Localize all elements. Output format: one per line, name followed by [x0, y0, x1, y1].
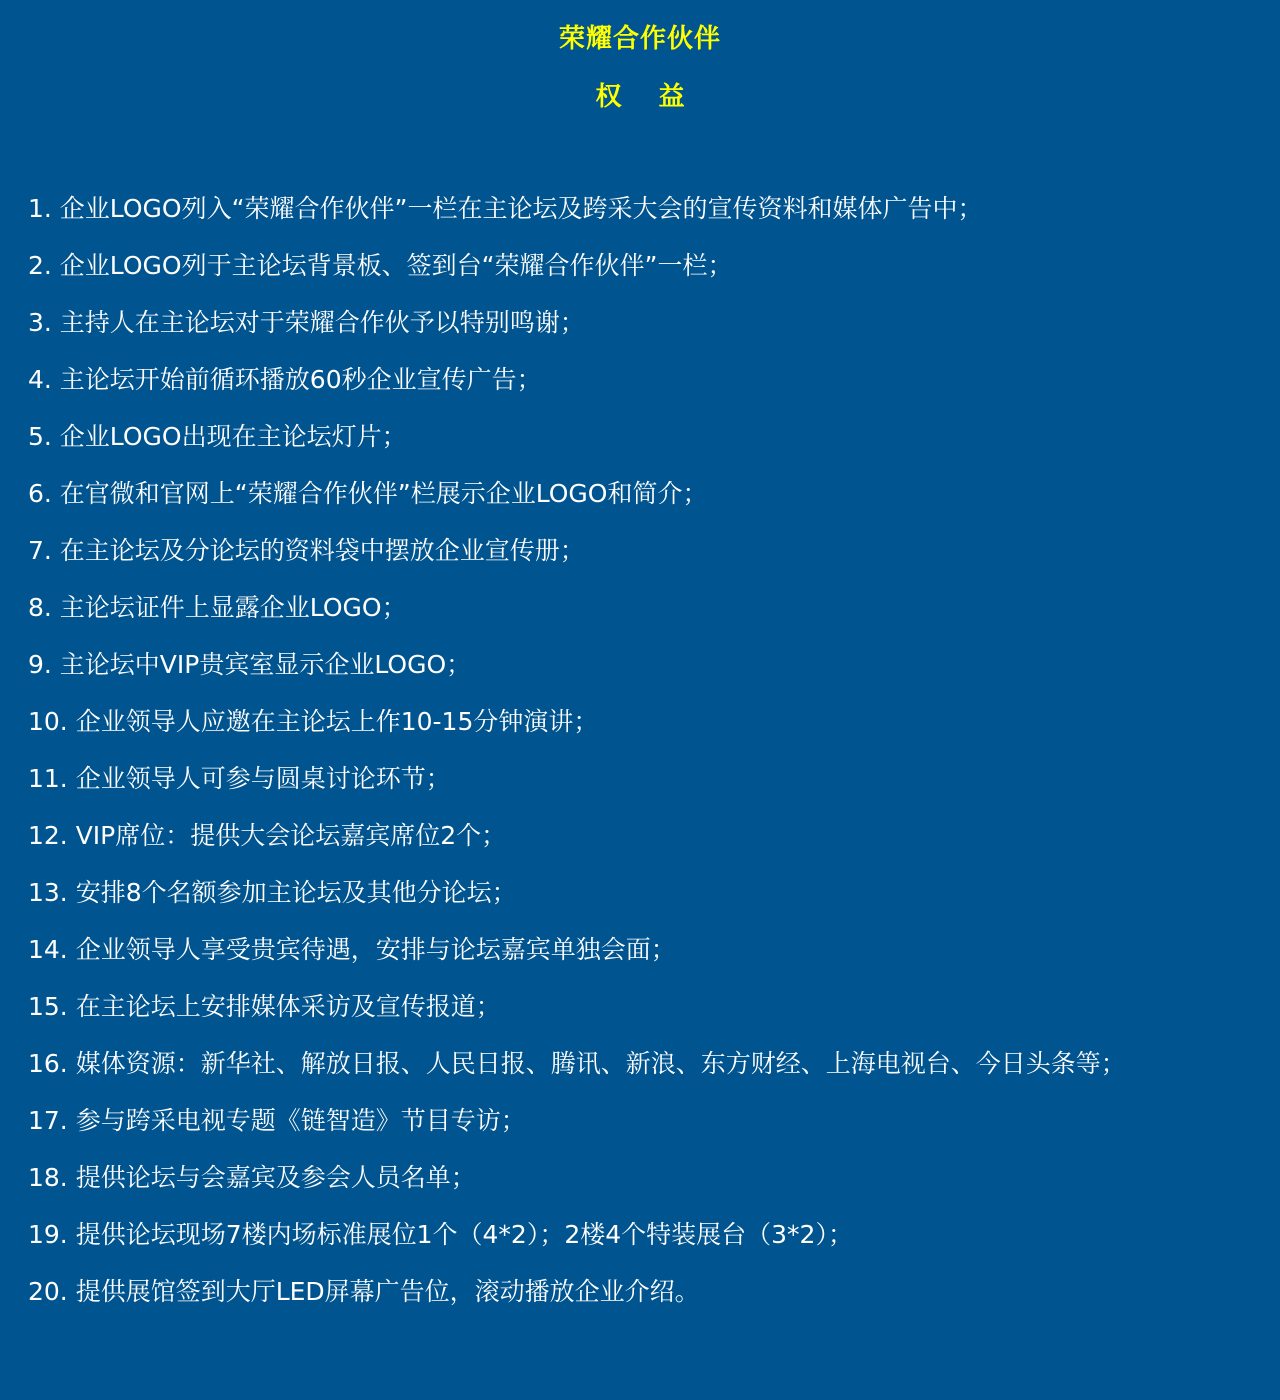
- benefit-item-3: 3. 主持人在主论坛对于荣耀合作伙予以特别鸣谢；: [28, 308, 585, 337]
- benefits-list: [28, 180, 1264, 1320]
- benefit-item-10: 10. 企业领导人应邀在主论坛上作10-15分钟演讲；: [28, 707, 599, 736]
- page-subtitle: 权 益: [595, 82, 699, 112]
- benefit-item-11: 11. 企业领导人可参与圆桌讨论环节；: [28, 764, 451, 793]
- benefit-item-18: 18. 提供论坛与会嘉宾及参会人员名单；: [28, 1163, 476, 1192]
- benefit-item-9: 9. 主论坛中VIP贵宾室显示企业LOGO；: [28, 650, 472, 679]
- benefit-item-12: 12. VIP席位：提供大会论坛嘉宾席位2个；: [28, 821, 507, 850]
- benefit-item-8: 8. 主论坛证件上显露企业LOGO；: [28, 593, 407, 622]
- benefit-item-14: 14. 企业领导人享受贵宾待遇，安排与论坛嘉宾单独会面；: [28, 935, 676, 964]
- benefit-item-16: 16. 媒体资源：新华社、解放日报、人民日报、腾讯、新浪、东方财经、上海电视台、今日头条等；: [28, 1049, 1126, 1078]
- benefit-item-5: 5. 企业LOGO出现在主论坛灯片；: [28, 422, 407, 451]
- page-title: 荣耀合作伙伴: [558, 24, 721, 54]
- benefit-item-6: 6. 在官微和官网上“荣耀合作伙伴”栏展示企业LOGO和简介；: [28, 479, 708, 508]
- benefit-item-19: 19. 提供论坛现场7楼内场标准展位1个（4*2）；2楼4个特装展台（3*2）；: [28, 1220, 853, 1249]
- benefit-item-2: 2. 企业LOGO列于主论坛背景板、签到台“荣耀合作伙伴”一栏；: [28, 251, 733, 280]
- benefit-item-15: 15. 在主论坛上安排媒体采访及宣传报道；: [28, 992, 501, 1021]
- benefit-item-4: 4. 主论坛开始前循环播放60秒企业宣传广告；: [28, 365, 542, 394]
- benefit-item-7: 7. 在主论坛及分论坛的资料袋中摆放企业宣传册；: [28, 536, 585, 565]
- benefit-item-17: 17. 参与跨采电视专题《链智造》节目专访；: [28, 1106, 526, 1135]
- benefit-item-20: 20. 提供展馆签到大厅LED屏幕广告位，滚动播放企业介绍。: [28, 1277, 700, 1306]
- benefit-item-1: 1. 企业LOGO列入“荣耀合作伙伴”一栏在主论坛及跨采大会的宣传资料和媒体广告中；: [28, 194, 983, 223]
- benefit-item-13: 13. 安排8个名额参加主论坛及其他分论坛；: [28, 878, 517, 907]
